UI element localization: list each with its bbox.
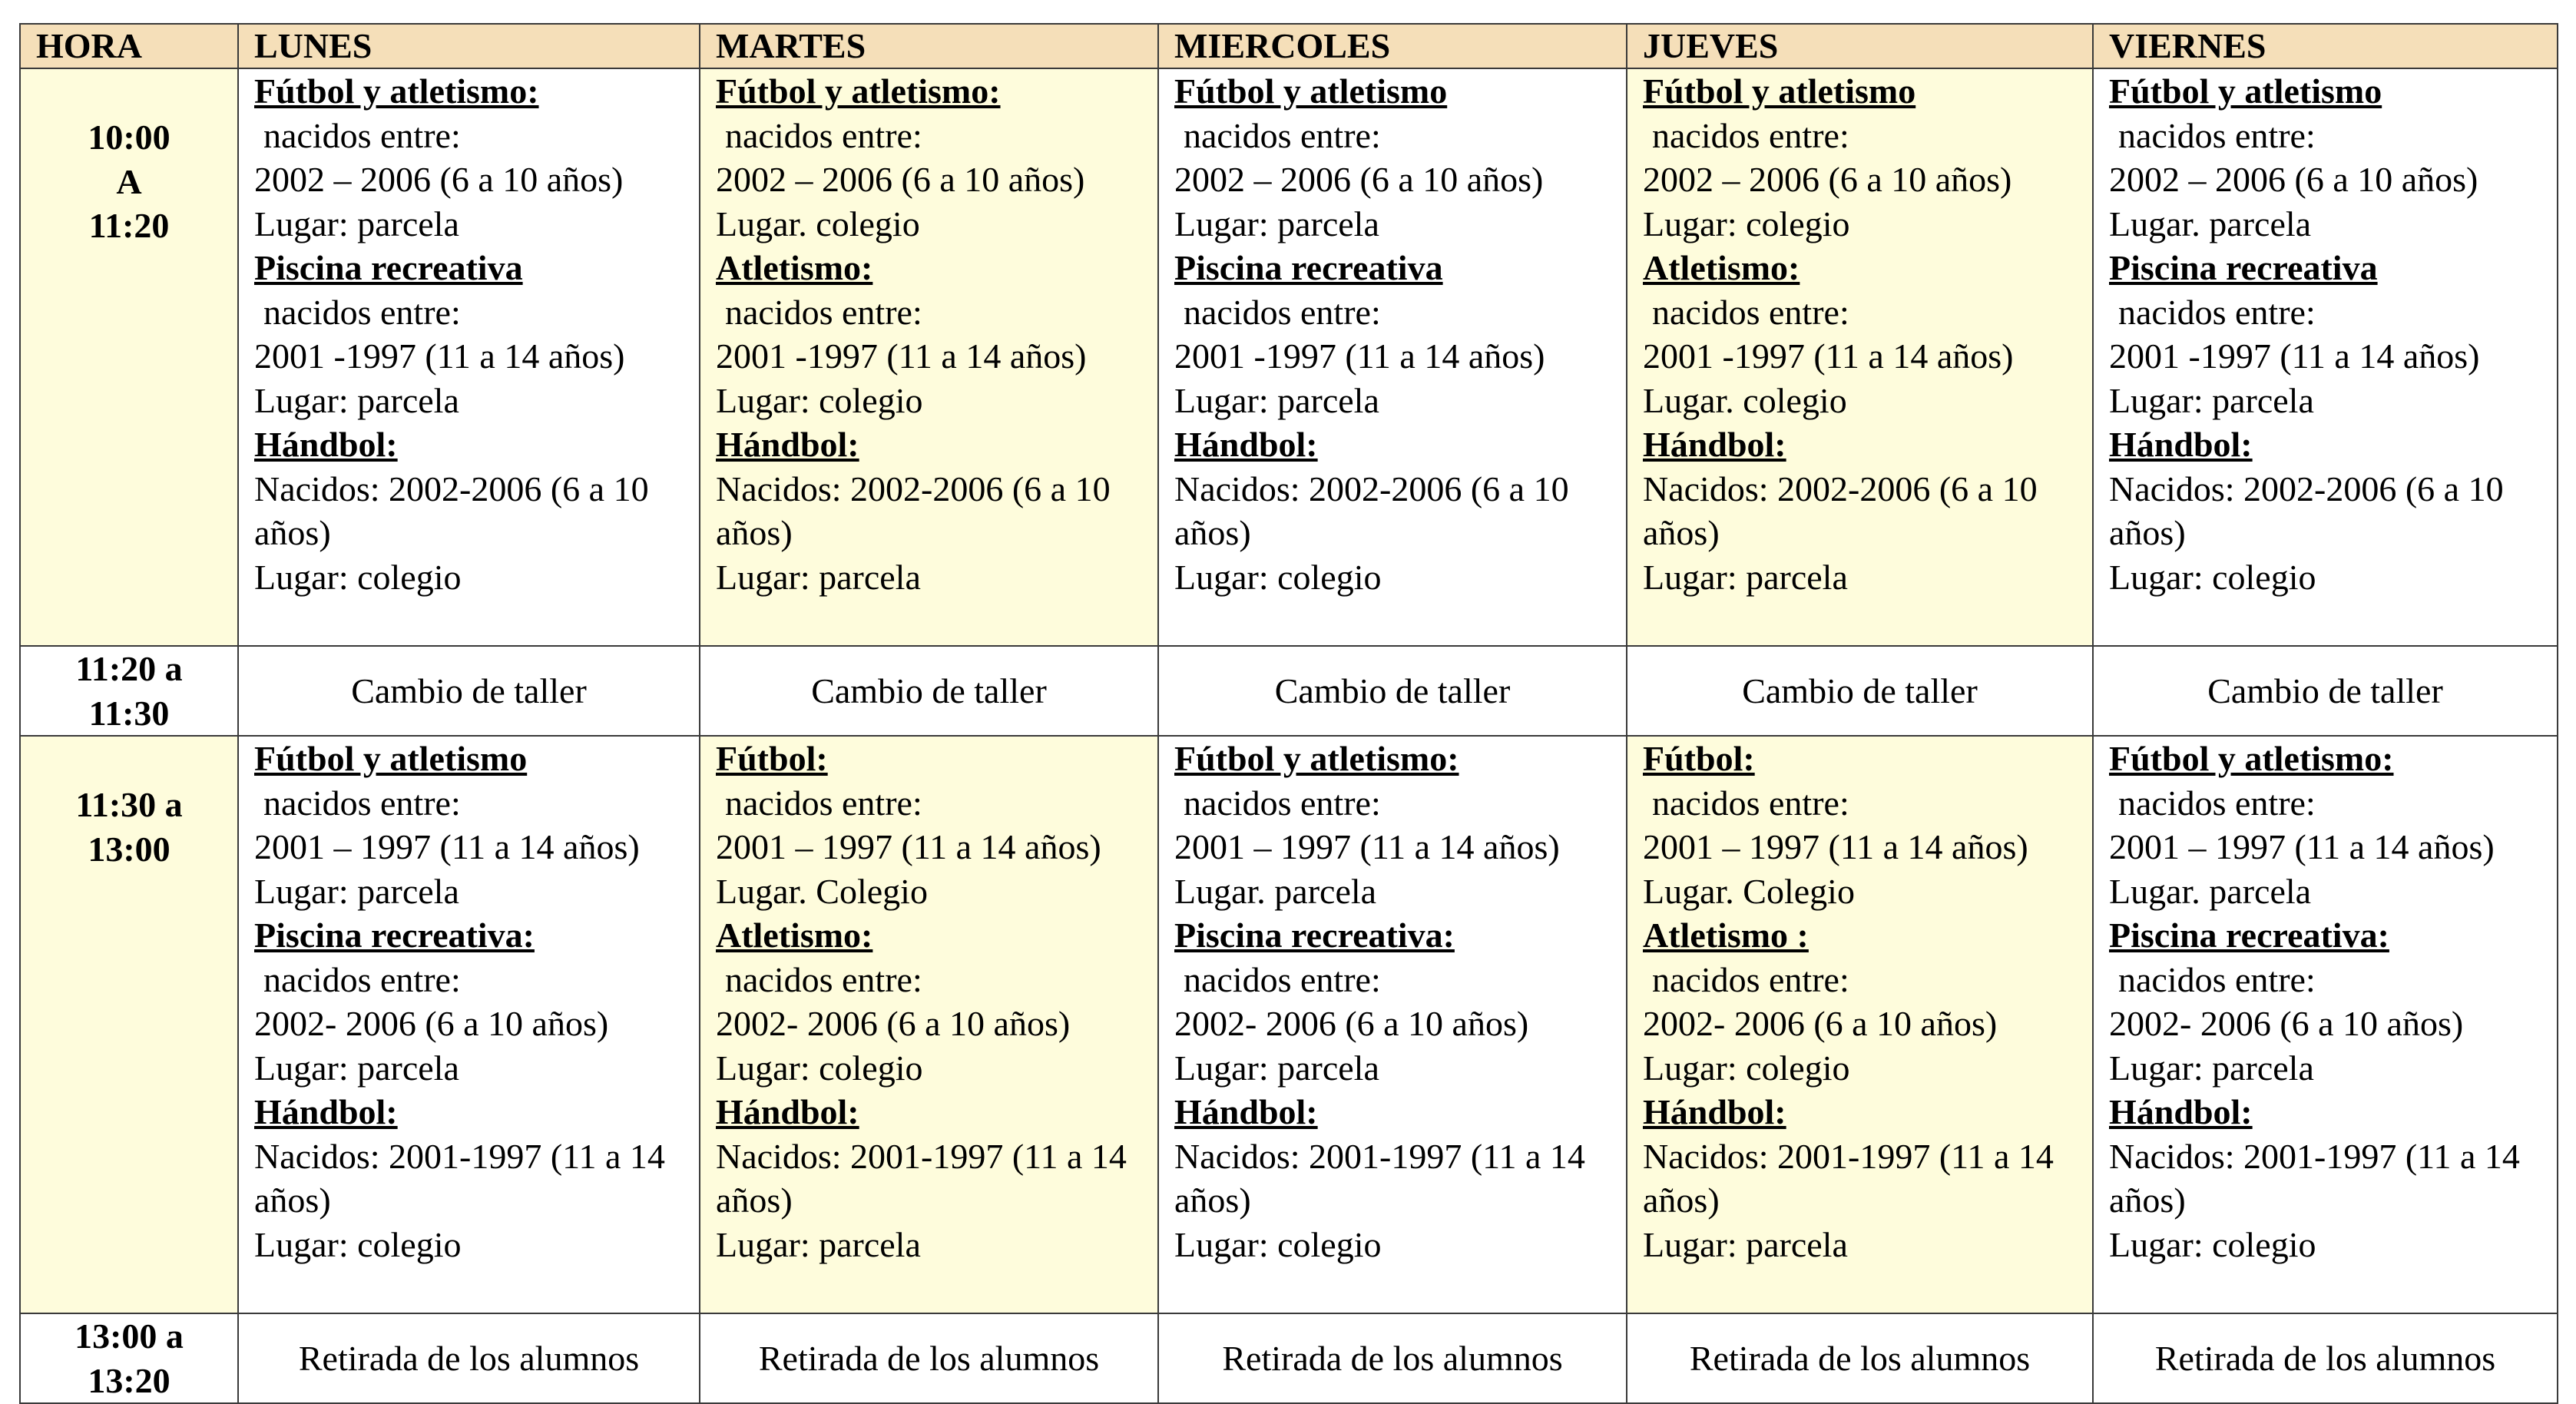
time-line: 11:20 [88,206,170,245]
activity-detail: Nacidos: 2002-2006 (6 a 10 años) [1174,469,1569,552]
birth-range-label: nacidos entre: [1184,959,1381,999]
activity-title: Hándbol: [2109,425,2253,464]
activity-detail: Lugar. colegio [716,204,920,243]
birth-range-label: nacidos entre: [2118,783,2316,823]
activity-detail: 2001 – 1997 (11 a 14 años) [1643,827,2028,866]
day-cell-jueves [1627,68,2093,646]
activity-detail: Nacidos: 2001-1997 (11 a 14 años) [1643,1136,2054,1220]
activity-title: Fútbol y atletismo: [2109,739,2394,778]
birth-range-label: nacidos entre: [725,959,922,999]
header-viernes: VIERNES [2093,24,2558,68]
activity-detail: Lugar: parcela [2109,380,2314,420]
activity-detail: 2002 – 2006 (6 a 10 años) [2109,160,2478,199]
day-cell-miercoles [1158,68,1627,646]
activity-detail: Lugar: parcela [254,380,459,420]
birth-range-label: nacidos entre: [2118,959,2316,999]
header-row [20,24,2558,68]
activity-title: Fútbol y atletismo: [716,71,1001,111]
activity-title: Piscina recreativa: [254,916,535,955]
activity-detail: 2002 – 2006 (6 a 10 años) [254,160,624,199]
schedule-row-1130 [20,736,2558,1313]
activity-detail: 2002- 2006 (6 a 10 años) [254,1004,609,1043]
header-lunes: LUNES [238,24,700,68]
header-hora: HORA [20,24,238,68]
birth-range-label: nacidos entre: [2118,115,2316,155]
activity-detail: Lugar: colegio [2109,557,2316,597]
activity-detail: Nacidos: 2002-2006 (6 a 10 años) [1643,469,2038,552]
change-cell-martes: Cambio de taller [700,646,1158,736]
activity-detail: Nacidos: 2001-1997 (11 a 14 años) [1174,1136,1585,1220]
activity-detail: 2002 – 2006 (6 a 10 años) [1174,160,1544,199]
activity-detail: Lugar. Colegio [1643,871,1855,911]
activity-title: Hándbol: [1643,1092,1786,1131]
birth-range-label: nacidos entre: [263,292,461,332]
activity-title: Fútbol: [1643,739,1755,778]
pickup-cell-jueves: Retirada de los alumnos [1627,1313,2093,1403]
activity-detail: 2002- 2006 (6 a 10 años) [1174,1004,1529,1043]
schedule-table [19,23,2558,1404]
change-cell-lunes: Cambio de taller [238,646,700,736]
time-line: 13:00 [88,829,171,869]
activity-detail: 2002- 2006 (6 a 10 años) [716,1004,1071,1043]
time-cell [20,1313,238,1403]
activity-detail: Lugar: parcela [254,871,459,911]
activity-title: Hándbol: [254,425,398,464]
time-line: 10:00 [88,118,171,157]
activity-title: Hándbol: [1174,425,1318,464]
activity-title: Hándbol: [716,1092,859,1131]
activity-detail: Lugar: colegio [1174,557,1382,597]
activity-detail: Lugar: parcela [1643,1224,1848,1264]
activity-detail: 2001 -1997 (11 a 14 años) [1174,336,1545,376]
birth-range-label: nacidos entre: [1652,115,1849,155]
activity-title: Fútbol: [716,739,828,778]
activity-detail: Lugar. Colegio [716,871,928,911]
day-cell-lunes [238,736,700,1313]
activity-title: Fútbol y atletismo: [254,71,539,111]
birth-range-label: nacidos entre: [1652,783,1849,823]
activity-detail: 2001 – 1997 (11 a 14 años) [1174,827,1560,866]
day-cell-martes [700,736,1158,1313]
activity-title: Piscina recreativa [1174,248,1443,287]
activity-title: Piscina recreativa [254,248,523,287]
activity-detail: Lugar: colegio [716,380,923,420]
activity-title: Piscina recreativa [2109,248,2378,287]
day-cell-jueves [1627,736,2093,1313]
activity-detail: Nacidos: 2002-2006 (6 a 10 años) [2109,469,2504,552]
activity-title: Hándbol: [716,425,859,464]
change-cell-miercoles: Cambio de taller [1158,646,1627,736]
schedule-row-1000 [20,68,2558,646]
activity-title: Atletismo: [716,248,873,287]
activity-title: Hándbol: [254,1092,398,1131]
birth-range-label: nacidos entre: [2118,292,2316,332]
activity-title: Hándbol: [1643,425,1786,464]
activity-detail: Lugar: parcela [1643,557,1848,597]
birth-range-label: nacidos entre: [1184,292,1381,332]
time-cell [20,646,238,736]
activity-title: Atletismo: [716,916,873,955]
day-cell-viernes [2093,68,2558,646]
schedule-row-1120 [20,646,2558,736]
activity-title: Hándbol: [2109,1092,2253,1131]
activity-title: Fútbol y atletismo [1174,71,1448,111]
activity-detail: Lugar: colegio [254,557,462,597]
activity-detail: 2002- 2006 (6 a 10 años) [1643,1004,1998,1043]
time-cell [20,736,238,1313]
activity-detail: Lugar: colegio [1174,1224,1382,1264]
birth-range-label: nacidos entre: [263,783,461,823]
activity-detail: Lugar. parcela [1174,871,1377,911]
activity-detail: 2001 – 1997 (11 a 14 años) [716,827,1101,866]
day-cell-martes [700,68,1158,646]
birth-range-label: nacidos entre: [1652,959,1849,999]
activity-detail: Lugar: parcela [2109,1048,2314,1088]
change-cell-viernes: Cambio de taller [2093,646,2558,736]
activity-detail: 2001 – 1997 (11 a 14 años) [2109,827,2495,866]
activity-title: Atletismo : [1643,916,1809,955]
time-line: A [116,161,142,201]
day-cell-lunes [238,68,700,646]
activity-detail: Nacidos: 2001-1997 (11 a 14 años) [254,1136,665,1220]
activity-title: Piscina recreativa: [2109,916,2389,955]
activity-detail: 2001 -1997 (11 a 14 años) [254,336,625,376]
time-line: 13:20 [88,1360,171,1400]
activity-detail: Lugar: parcela [716,557,921,597]
birth-range-label: nacidos entre: [263,115,461,155]
activity-title: Fútbol y atletismo: [1174,739,1459,778]
activity-title: Fútbol y atletismo [254,739,528,778]
header-martes: MARTES [700,24,1158,68]
activity-title: Piscina recreativa: [1174,916,1455,955]
header-miercoles: MIERCOLES [1158,24,1627,68]
birth-range-label: nacidos entre: [1652,292,1849,332]
time-line: 11:20 a [75,649,183,688]
activity-detail: Nacidos: 2001-1997 (11 a 14 años) [716,1136,1127,1220]
activity-detail: Lugar: parcela [1174,380,1379,420]
time-cell [20,68,238,646]
activity-detail: Nacidos: 2001-1997 (11 a 14 años) [2109,1136,2520,1220]
activity-detail: 2001 – 1997 (11 a 14 años) [254,827,640,866]
day-cell-viernes [2093,736,2558,1313]
birth-range-label: nacidos entre: [725,783,922,823]
activity-detail: Lugar. colegio [1643,380,1847,420]
activity-title: Hándbol: [1174,1092,1318,1131]
schedule-row-1300 [20,1313,2558,1403]
activity-detail: 2002 – 2006 (6 a 10 años) [716,160,1085,199]
activity-detail: 2002 – 2006 (6 a 10 años) [1643,160,2012,199]
activity-detail: Lugar. parcela [2109,204,2312,243]
activity-title: Atletismo: [1643,248,1800,287]
activity-detail: Lugar: colegio [2109,1224,2316,1264]
activity-detail: Lugar: colegio [716,1048,923,1088]
time-line: 13:00 a [74,1316,184,1356]
time-line: 11:30 a [75,785,183,824]
pickup-cell-martes: Retirada de los alumnos [700,1313,1158,1403]
activity-detail: Lugar: colegio [1643,204,1850,243]
activity-detail: 2002- 2006 (6 a 10 años) [2109,1004,2464,1043]
activity-detail: Lugar: parcela [1174,1048,1379,1088]
activity-detail: Nacidos: 2002-2006 (6 a 10 años) [716,469,1111,552]
pickup-cell-lunes: Retirada de los alumnos [238,1313,700,1403]
activity-detail: Lugar: parcela [254,204,459,243]
time-line: 11:30 [88,693,170,733]
birth-range-label: nacidos entre: [725,292,922,332]
activity-title: Fútbol y atletismo [2109,71,2382,111]
birth-range-label: nacidos entre: [725,115,922,155]
activity-detail: Lugar: parcela [1174,204,1379,243]
activity-title: Fútbol y atletismo [1643,71,1916,111]
change-cell-jueves: Cambio de taller [1627,646,2093,736]
activity-detail: Lugar: parcela [716,1224,921,1264]
day-cell-miercoles [1158,736,1627,1313]
activity-detail: Lugar: colegio [1643,1048,1850,1088]
header-jueves: JUEVES [1627,24,2093,68]
activity-detail: 2001 -1997 (11 a 14 años) [716,336,1087,376]
activity-detail: 2001 -1997 (11 a 14 años) [1643,336,2014,376]
pickup-cell-viernes: Retirada de los alumnos [2093,1313,2558,1403]
activity-detail: 2001 -1997 (11 a 14 años) [2109,336,2480,376]
activity-detail: Lugar: colegio [254,1224,462,1264]
pickup-cell-miercoles: Retirada de los alumnos [1158,1313,1627,1403]
activity-detail: Nacidos: 2002-2006 (6 a 10 años) [254,469,649,552]
activity-detail: Lugar: parcela [254,1048,459,1088]
activity-detail: Lugar. parcela [2109,871,2312,911]
birth-range-label: nacidos entre: [263,959,461,999]
birth-range-label: nacidos entre: [1184,115,1381,155]
birth-range-label: nacidos entre: [1184,783,1381,823]
